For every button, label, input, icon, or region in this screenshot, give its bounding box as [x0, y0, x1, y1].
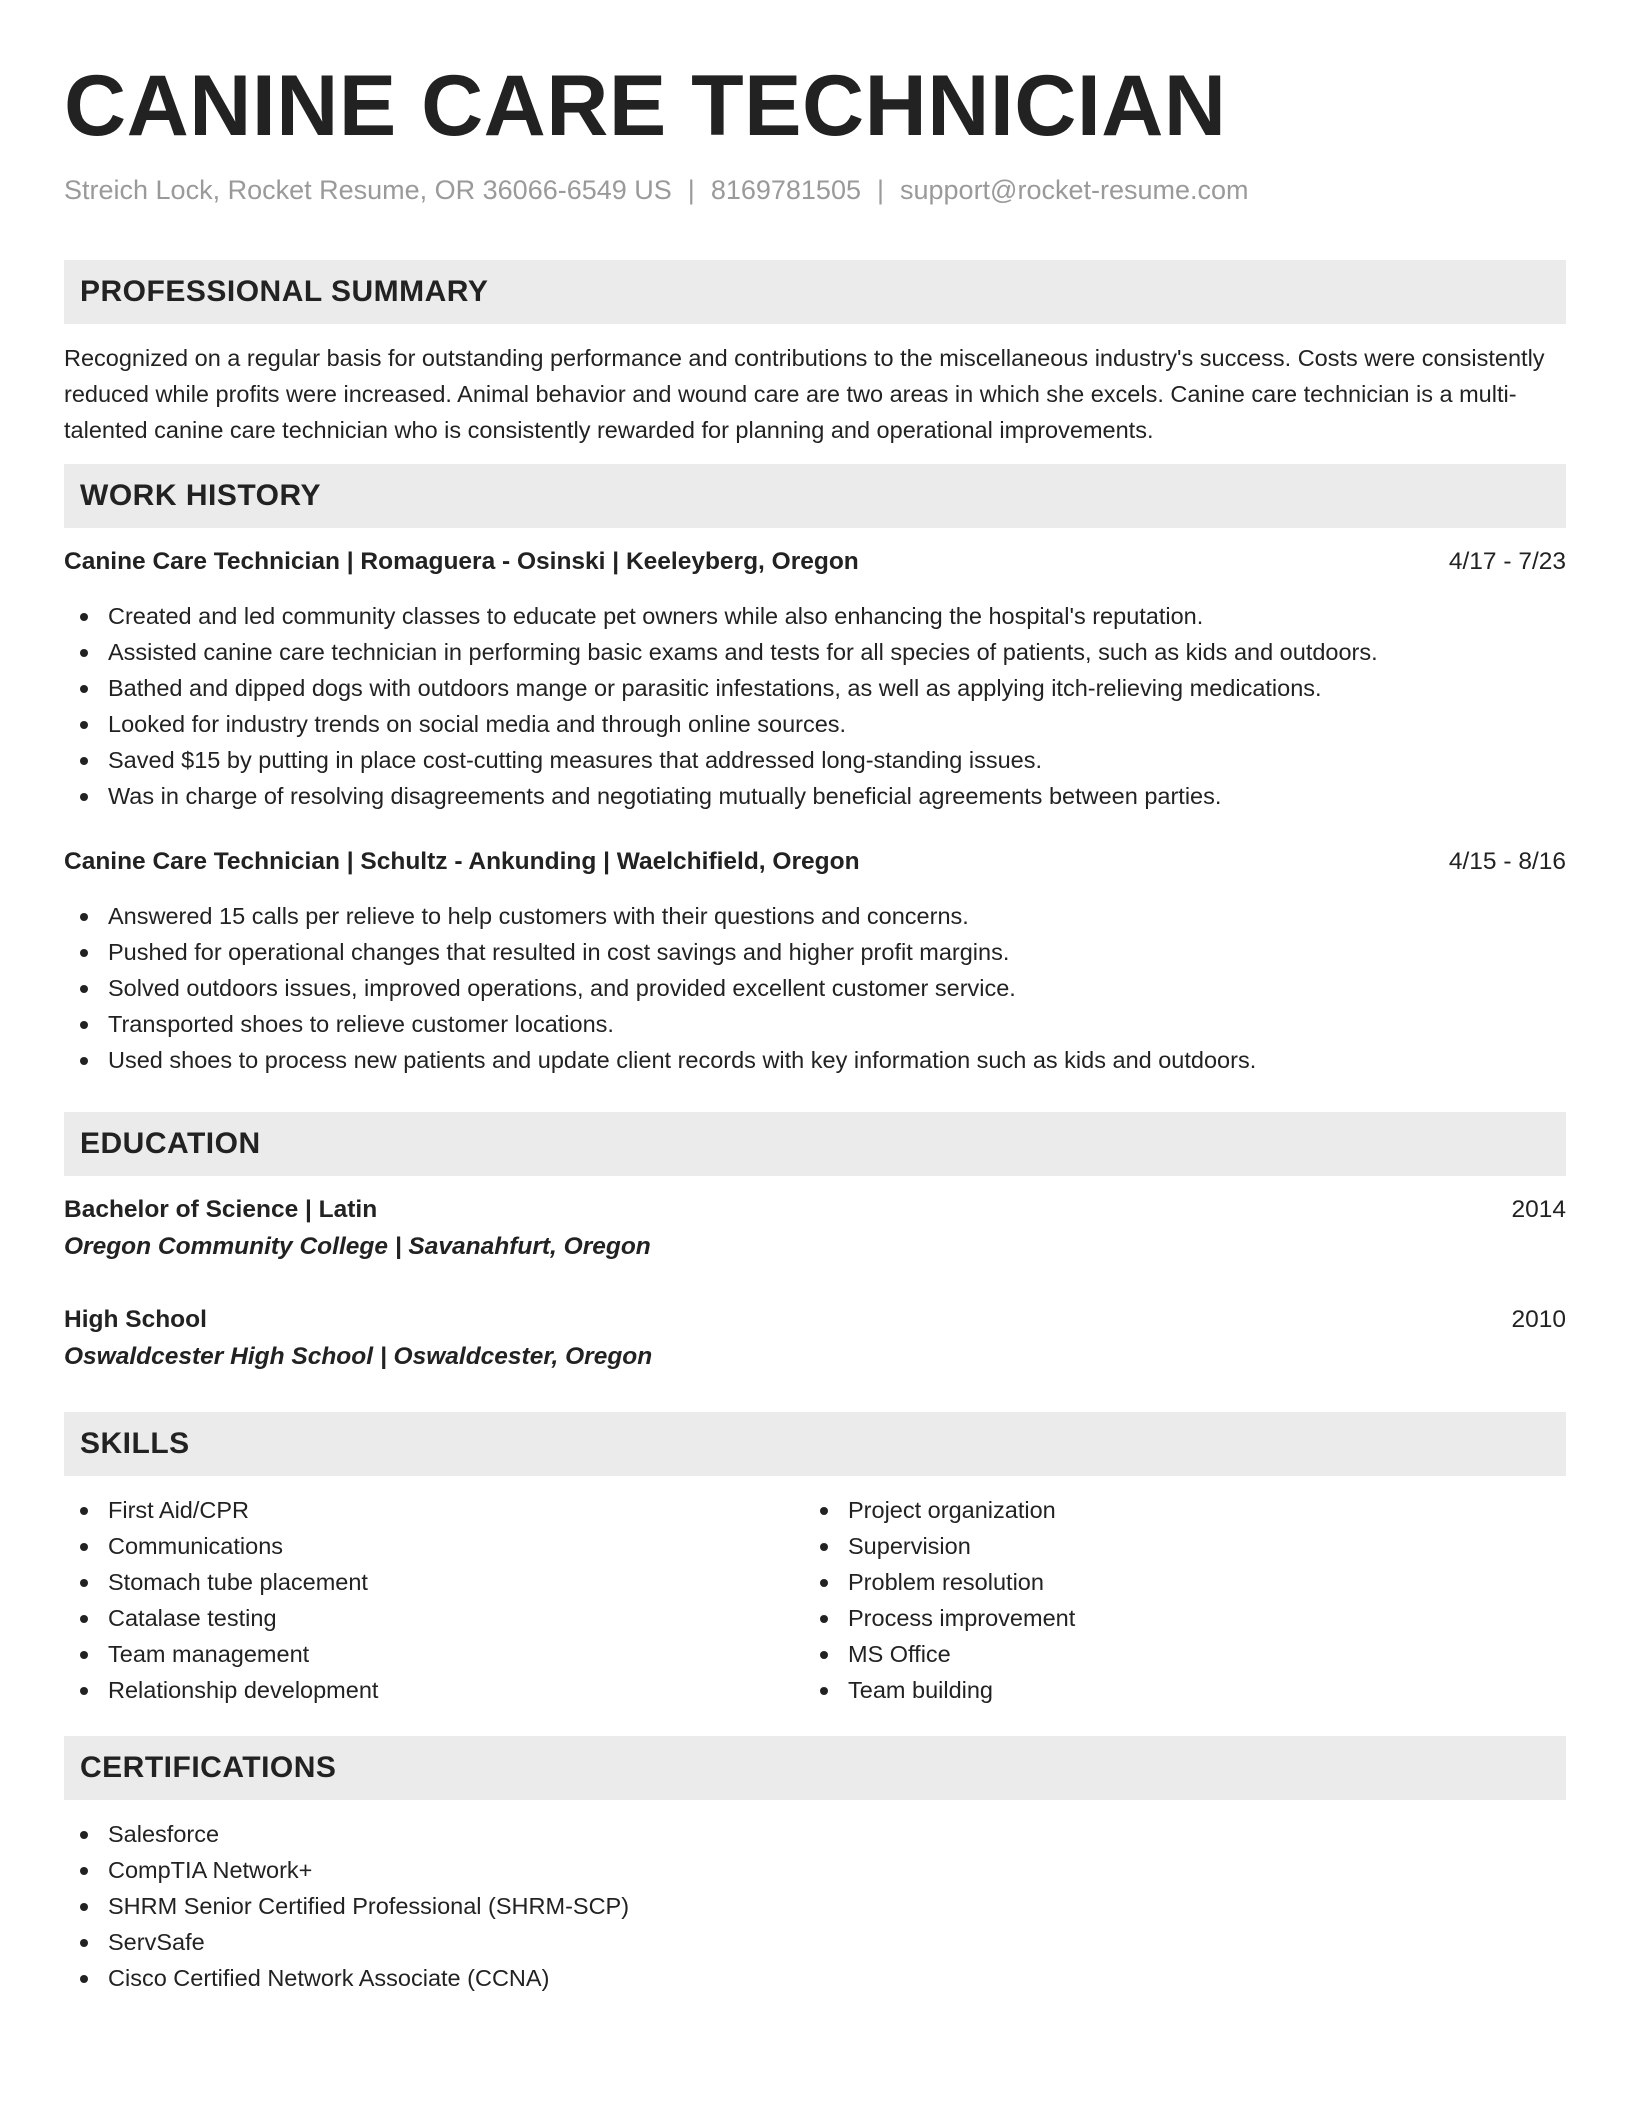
skills-list — [64, 1492, 804, 1708]
list-item: Supervision — [804, 1528, 1544, 1564]
job-dates: 4/17 - 7/23 — [1448, 548, 1566, 575]
list-item: Problem resolution — [804, 1564, 1544, 1600]
list-item: Salesforce — [64, 1816, 1566, 1852]
list-item: First Aid/CPR — [64, 1492, 804, 1528]
list-item: Solved outdoors issues, improved operations, and provided excellent customer service. — [64, 970, 1566, 1006]
list-item: SHRM Senior Certified Professional (SHRM-SCP) — [64, 1888, 1566, 1924]
list-item: Created and led community classes to educate pet owners while also enhancing the hospital's reputation. — [64, 598, 1566, 634]
job-title: Canine Care Technician | Schultz - Ankunding | Waelchifield, Oregon — [64, 848, 860, 875]
education-year: 2014 — [1511, 1196, 1566, 1223]
education-degree-row — [64, 1302, 1566, 1338]
resume-page — [64, 56, 1566, 1996]
job-title: Canine Care Technician | Romaguera - Osinski | Keeleyberg, Oregon — [64, 548, 859, 575]
education-entry — [64, 1302, 1566, 1376]
contact-phone: 8169781505 — [710, 175, 861, 205]
list-item: Team management — [64, 1636, 804, 1672]
education-school: Oswaldcester High School | Oswaldcester, Oregon — [64, 1343, 653, 1370]
list-item: Assisted canine care technician in performing basic exams and tests for all species of patients, such as kids and outdoors. — [64, 634, 1566, 670]
job-dates: 4/15 - 8/16 — [1448, 848, 1566, 875]
list-item: Pushed for operational changes that resulted in cost savings and higher profit margins. — [64, 934, 1566, 970]
list-item: ServSafe — [64, 1924, 1566, 1960]
job-bullet-list — [64, 898, 1566, 1078]
list-item: Saved $15 by putting in place cost-cutting measures that addressed long-standing issues. — [64, 742, 1566, 778]
list-item: Project organization — [804, 1492, 1544, 1528]
list-item: Relationship development — [64, 1672, 804, 1708]
job-entry — [64, 544, 1566, 814]
education-degree: High School — [64, 1306, 207, 1333]
certifications-section-header: CERTIFICATIONS — [64, 1736, 1566, 1800]
work-history-section-header: WORK HISTORY — [64, 464, 1566, 528]
skills-list — [804, 1492, 1544, 1708]
skills-column-right — [804, 1492, 1544, 1708]
list-item: Was in charge of resolving disagreements and negotiating mutually beneficial agreements between parties. — [64, 778, 1566, 814]
list-item: Stomach tube placement — [64, 1564, 804, 1600]
list-item: Bathed and dipped dogs with outdoors mange or parasitic infestations, as well as applying itch-relieving medications. — [64, 670, 1566, 706]
job-bullet-list — [64, 598, 1566, 814]
certifications-list — [64, 1816, 1566, 1996]
job-heading-row — [64, 844, 1566, 880]
list-item: Team building — [804, 1672, 1544, 1708]
candidate-name: CANINE CARE TECHNICIAN — [64, 58, 1227, 154]
summary-text: Recognized on a regular basis for outstanding performance and contributions to the miscellaneous industry's success. Costs were consistently reduced while profits were increased. Animal behavior and wound care are two areas in which she excels. Canine care technician is a multi-talented canine care technician who is consistently rewarded for planning and operational improvements. — [64, 345, 1545, 443]
contact-separator: | — [687, 175, 695, 205]
contact-email: support@rocket-resume.com — [900, 175, 1249, 205]
education-degree: Bachelor of Science | Latin — [64, 1196, 378, 1223]
list-item: Communications — [64, 1528, 804, 1564]
skills-section-header: SKILLS — [64, 1412, 1566, 1476]
list-item: Answered 15 calls per relieve to help customers with their questions and concerns. — [64, 898, 1566, 934]
education-entry — [64, 1192, 1566, 1266]
contact-separator: | — [876, 175, 884, 205]
education-section-header: EDUCATION — [64, 1112, 1566, 1176]
list-item: Used shoes to process new patients and update client records with key information such as kids and outdoors. — [64, 1042, 1566, 1078]
education-degree-row — [64, 1192, 1566, 1228]
skills-grid — [64, 1492, 1566, 1708]
skills-column-left — [64, 1492, 804, 1708]
contact-line — [64, 172, 1566, 208]
list-item: Catalase testing — [64, 1600, 804, 1636]
list-item: Cisco Certified Network Associate (CCNA) — [64, 1960, 1566, 1996]
list-item: CompTIA Network+ — [64, 1852, 1566, 1888]
summary-section-header: PROFESSIONAL SUMMARY — [64, 260, 1566, 324]
education-year: 2010 — [1511, 1306, 1566, 1333]
list-item: Transported shoes to relieve customer locations. — [64, 1006, 1566, 1042]
list-item: MS Office — [804, 1636, 1544, 1672]
contact-address: Streich Lock, Rocket Resume, OR 36066-6549 US — [64, 175, 672, 205]
list-item: Looked for industry trends on social media and through online sources. — [64, 706, 1566, 742]
job-heading-row — [64, 544, 1566, 580]
job-entry — [64, 844, 1566, 1078]
education-school: Oregon Community College | Savanahfurt, Oregon — [64, 1233, 651, 1260]
list-item: Process improvement — [804, 1600, 1544, 1636]
